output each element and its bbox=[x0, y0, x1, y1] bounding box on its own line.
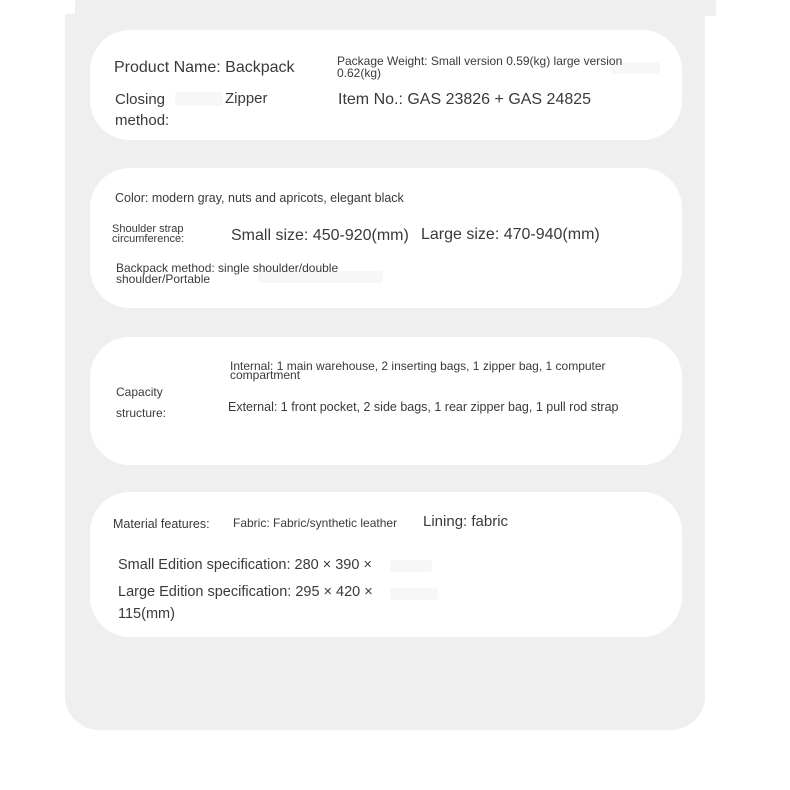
color-info: Color: modern gray, nuts and apricots, elegant black bbox=[115, 191, 404, 205]
closing-method-label: Closing method: bbox=[115, 91, 170, 129]
lining: Lining: fabric bbox=[423, 513, 509, 530]
material-features-label: Material features: bbox=[113, 517, 210, 531]
capacity-label-line1: Capacity bbox=[116, 385, 163, 399]
color-size-card bbox=[90, 168, 682, 308]
fabric: Fabric: Fabric/synthetic leather bbox=[233, 516, 398, 530]
closing-method-value: Zipper bbox=[225, 90, 268, 107]
large-size: Large size: 470-940(mm) bbox=[421, 226, 600, 243]
product-name: Product Name: Backpack bbox=[114, 59, 295, 76]
internal-structure: Internal: 1 main warehouse, 2 inserting bags, 1 zipper bag, 1 computer compartment bbox=[230, 359, 606, 382]
package-weight: Package Weight: Small version 0.59(kg) large version 0.62(kg) bbox=[337, 54, 623, 80]
material-card bbox=[90, 492, 682, 637]
small-size: Small size: 450-920(mm) bbox=[231, 227, 409, 244]
capacity-label-line2: structure: bbox=[116, 406, 167, 420]
shoulder-strap-label: Shoulder strap circumference: bbox=[112, 223, 185, 245]
large-edition-spec: Large Edition specification: 295 × 420 × 115(mm) bbox=[118, 584, 373, 622]
capacity-card bbox=[90, 337, 682, 465]
backpack-method: Backpack method: single shoulder/double shoulder/Portable bbox=[116, 261, 339, 286]
small-edition-clip bbox=[118, 554, 418, 580]
basic-info-card bbox=[90, 30, 682, 140]
small-edition-spec: Small Edition specification: 280 × 390 × bbox=[118, 557, 372, 573]
item-number: Item No.: GAS 23826 + GAS 24825 bbox=[338, 91, 592, 108]
external-structure: External: 1 front pocket, 2 side bags, 1 rear zipper bag, 1 pull rod strap bbox=[228, 400, 619, 414]
